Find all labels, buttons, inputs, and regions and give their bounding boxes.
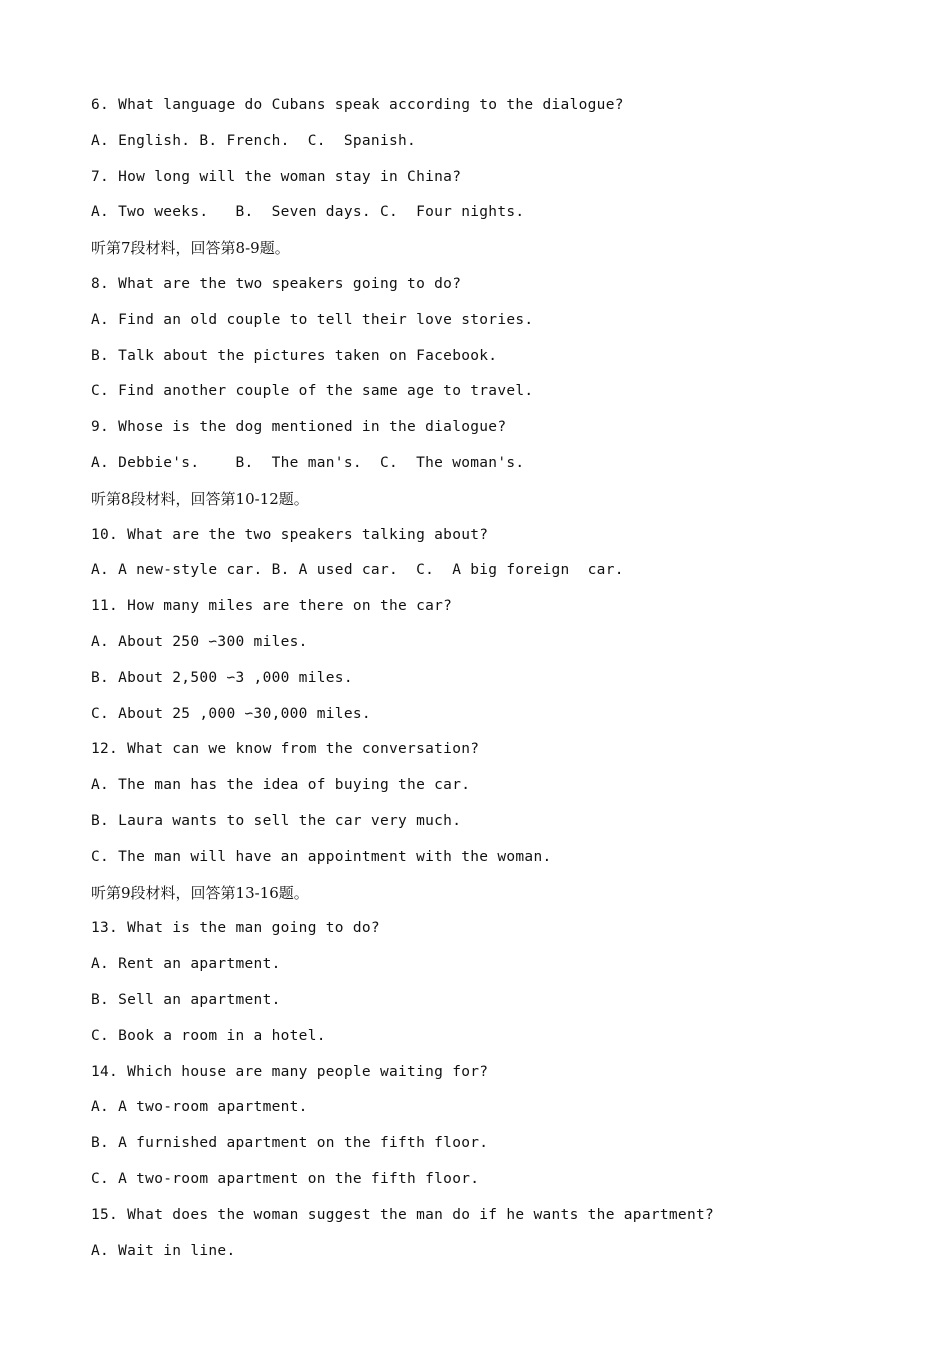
document-content (91, 94, 891, 1275)
question-12-option-a: A. The man has the idea of buying the car. (91, 777, 471, 794)
question-6: 6. What language do Cubans speak according to the dialogue? (91, 97, 624, 113)
question-9: 9. Whose is the dog mentioned in the dialogue? (91, 419, 507, 436)
section-heading-9: 听第9段材料，回答第13-16题。 (91, 883, 309, 902)
question-9-options: A. Debbie's. B. The man's. C. The woman's. (91, 454, 525, 471)
question-13-option-a: A. Rent an apartment. (91, 956, 281, 973)
question-12: 12. What can we know from the conversation? (91, 741, 480, 758)
question-13-option-c: C. Book a room in a hotel. (91, 1027, 326, 1044)
question-8-option-a: A. Find an old couple to tell their love stories. (91, 311, 534, 328)
section-heading-8: 听第8段材料，回答第10-12题。 (91, 489, 309, 508)
question-8: 8. What are the two speakers going to do? (91, 275, 462, 292)
question-13: 13. What is the man going to do? (91, 920, 380, 937)
question-12-option-b: B. Laura wants to sell the car very much. (91, 812, 462, 829)
question-13-option-b: B. Sell an apartment. (91, 991, 281, 1008)
question-8-option-c: C. Find another couple of the same age to travel. (91, 383, 534, 400)
question-15: 15. What does the woman suggest the man do if he wants the apartment? (91, 1206, 715, 1223)
question-14-option-b: B. A furnished apartment on the fifth floor. (91, 1135, 489, 1152)
question-8-option-b: B. Talk about the pictures taken on Facebook. (91, 347, 498, 364)
question-10: 10. What are the two speakers talking about? (91, 526, 489, 543)
question-10-options: A. A new-style car. B. A used car. C. A big foreign car. (91, 562, 624, 579)
question-15-option-a: A. Wait in line. (91, 1242, 236, 1259)
question-7: 7. How long will the woman stay in China? (91, 168, 462, 185)
question-12-option-c: C. The man will have an appointment with the woman. (91, 848, 552, 865)
section-heading-7: 听第7段材料，回答第8-9题。 (91, 239, 290, 258)
question-14: 14. Which house are many people waiting for? (91, 1063, 489, 1080)
question-14-option-c: C. A two-room apartment on the fifth floor. (91, 1170, 480, 1187)
question-11: 11. How many miles are there on the car? (91, 598, 453, 615)
question-6-options: A. English. B. French. C. Spanish. (91, 132, 417, 149)
question-11-option-a: A. About 250 ∽300 miles. (91, 633, 308, 650)
question-14-option-a: A. A two-room apartment. (91, 1099, 308, 1116)
question-11-option-b: B. About 2,500 ∽3 ,000 miles. (91, 669, 353, 686)
question-7-options: A. Two weeks. B. Seven days. C. Four nights. (91, 204, 525, 221)
question-11-option-c: C. About 25 ,000 ∽30,000 miles. (91, 705, 371, 722)
